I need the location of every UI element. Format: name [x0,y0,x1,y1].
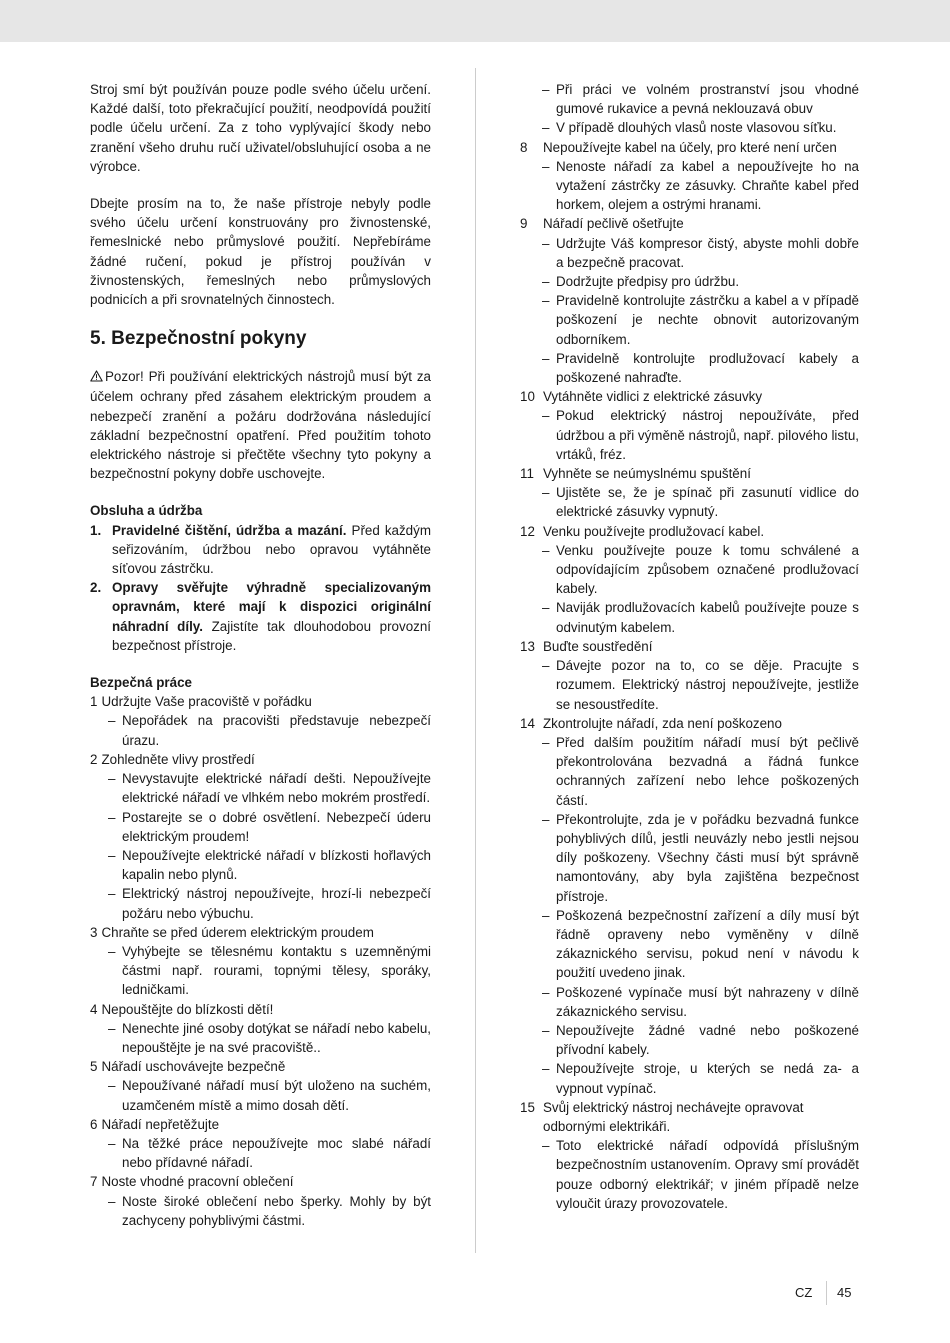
sub-item-text: Nevystavujte elektrické nářadí dešti. Nepoužívejte elektrické nářadí ve vlhkém nebo mokrém prostředí. [122,771,431,806]
dash-bullet: – [108,809,116,825]
safety-item [90,750,431,923]
sub-item [520,733,859,810]
safety-item-title: Vytáhněte vidlici z elektrické zásuvky [543,389,763,405]
sub-item [90,846,431,884]
intro-paragraph-1: Stroj smí být používán pouze podle svého účelu určení. Každé další, toto překračující použití, neodpovídá použití podle účelu určení. Za z toho vyplývající škody nebo zranění všeho druhu ručí uživatel/obsluhující osoba a ne výrobce. [90,82,431,174]
sub-item-text: Dávejte pozor na to, co se děje. Pracujte s rozumem. Elektrický nástroj nepoužívejte, jestliže se nesoustředíte. [556,658,859,712]
maintenance-item-text [112,578,431,655]
safety-item-heading [90,692,431,711]
sub-item-text: Pravidelně kontrolujte prodlužovací kabely a poškozené nahraďte. [556,350,859,386]
maintenance-item-bold: Opravy svěřujte výhradně specializovaným opravnám, které mají k dispozici originální náhradní díly. [112,580,431,634]
dash-bullet: – [542,120,550,136]
sub-item [520,1059,859,1097]
safety-item-title: Nepoužívejte kabel na účely, pro které není určen [543,139,837,155]
sub-item [520,483,859,521]
sub-item [520,983,859,1021]
safety-item-title: Nářadí uschovávejte bezpečně [101,1059,286,1075]
safety-item-number: 12 [520,523,535,539]
sub-item [520,1021,859,1059]
sub-item [520,349,859,387]
top-band [0,0,950,42]
sub-item-text: Pravidelně kontrolujte zástrčku a kabel a v případě poškození je nechte obnovit autorizovaným odborníkem. [556,293,859,347]
maintenance-item-number: 1. [90,522,102,538]
safety-item-title: Zohledněte vlivy prostředí [101,751,255,767]
sub-item [520,541,859,599]
safety-item-number: 15 [520,1099,535,1115]
sub-item [90,769,431,807]
safety-item [520,522,859,637]
safety-item-heading [520,387,859,406]
safety-item-number: 9 [520,216,528,232]
safety-item-title: Udržujte Vaše pracoviště v pořádku [101,694,312,710]
safe-work-heading: Bezpečná práce [90,675,192,691]
dash-bullet: – [542,542,550,558]
dash-bullet: – [542,408,550,424]
warning-paragraph [90,367,431,483]
sub-item-text: Poškozené vypínače musí být nahrazeny v dílně zákaznického servisu. [556,984,859,1019]
dash-bullet: – [108,847,116,863]
dash-bullet: – [108,771,116,787]
safety-item-number: 3 [90,924,98,940]
safety-item-title: Zkontrolujte nářadí, zda není poškozeno [543,715,782,731]
sub-item-text: Postarejte se o dobré osvětlení. Nebezpečí úderu elektrickým proudem! [122,809,431,844]
continued-subitems [520,80,859,138]
safety-item-number: 2 [90,751,98,767]
safety-item [520,464,859,522]
sub-item-text: Nepořádek na pracovišti představuje nebezpečí úrazu. [122,713,431,748]
safety-item-heading [520,464,859,483]
safety-item-heading [520,522,859,541]
safety-item-title: Nářadí pečlivě ošetřujte [543,216,684,232]
sub-item-text: Elektrický nástroj nepoužívejte, hrozí-li nebezpečí požáru nebo výbuchu. [122,886,431,921]
intro-paragraph-2: Dbejte prosím na to, že naše přístroje nebyly podle svého účelu určení konstruovány pro živnostenské, řemeslnické nebo průmyslové použití. Nepřebíráme žádné ručení, pokud je přístroj používán v živnostenských, řemeslných nebo průmyslových podnicích a při srovnatelných činnostech. [90,196,431,308]
safety-item-title: Nepouštějte do blízkosti dětí! [101,1001,274,1017]
sub-item-text: Nenechte jiné osoby dotýkat se nářadí nebo kabelu, nepouštějte je na své pracoviště.. [122,1020,431,1055]
dash-bullet: – [542,1138,550,1154]
dash-bullet: – [108,943,116,959]
safety-item [90,692,431,750]
language-code: CZ [795,1285,813,1300]
dash-bullet: – [108,1020,116,1036]
maintenance-list [90,521,431,655]
safety-item-heading [90,923,431,942]
dash-bullet: – [542,984,550,1000]
maintenance-item [90,578,431,655]
dash-bullet: – [542,1061,550,1077]
safety-item-title: Venku používejte prodlužovací kabel. [543,523,765,539]
safety-item-number: 5 [90,1059,98,1075]
dash-bullet: – [542,485,550,501]
sub-item [90,942,431,1000]
sub-item-text: Na těžké práce nepoužívejte moc slabé nářadí nebo přídavné nářadí. [122,1135,431,1171]
dash-bullet: – [542,293,550,309]
safety-item [90,1000,431,1058]
dash-bullet: – [542,1022,550,1038]
dash-bullet: – [542,274,550,290]
safety-item-number: 13 [520,638,535,654]
sub-item [90,711,431,749]
sub-item-text: Překontrolujte, zda je v pořádku bezvadná funkce pohyblivých dílů, jestli neuvázly nebo jestli nejsou díly poškozeny. Všechny části musí být správně namontovány, aby byla zajištěna bezpečnost přístroje. [556,811,859,904]
safety-item-heading [520,637,859,656]
sub-item [520,810,859,906]
dash-bullet: – [542,235,550,251]
dash-bullet: – [542,350,550,366]
safety-item-title: Noste vhodné pracovní oblečení [101,1174,294,1190]
maintenance-item [90,521,431,579]
sub-item-text: Pokud elektrický nástroj nepoužíváte, před údržbou a při výměně nástrojů, např. pilového listu, vrtáků, fréz. [556,408,859,462]
sub-item-text: Nepoužívejte stroje, u kterých se nedá za- a vypnout vypínač. [556,1061,859,1096]
warning-text: Pozor! Při používání elektrických nástrojů musí být za účelem ochrany před zásahem elektrickým proudem a nebezpečí zranění a požáru dodržována následující základní bezpečnostní opatření. Před použitím tohoto elektrického nástroje si přečtěte všechny tyto pokyny a bezpečnostní pokyny dobře uschovejte. [90,369,431,482]
safety-item-heading [520,138,859,157]
dash-bullet: – [542,600,550,616]
warning-icon [90,368,105,387]
safety-item-number: 7 [90,1174,98,1190]
safety-item-title: Vyhněte se neúmyslnému spuštění [543,466,751,482]
safety-item [520,214,859,387]
dash-bullet: – [542,158,550,174]
sub-item [520,906,859,983]
safety-item-number: 4 [90,1001,98,1017]
safety-item-heading [90,1057,431,1076]
sub-item [90,1076,431,1114]
safety-item-title: Nářadí nepřetěžujte [101,1116,220,1132]
page-number: 45 [837,1285,852,1300]
sub-item-text: Vyhýbejte se tělesnému kontaktu s uzemněnými částmi např. rourami, topnými tělesy, sporáky, ledničkami. [122,943,431,998]
safety-item-number: 8 [520,139,528,155]
sub-item-text: Ujistěte se, že je spínač při zasunutí vidlice do elektrické zásuvky vypnutý. [556,485,859,520]
sub-item-text: Nepoužívejte žádné vadné nebo poškozené přívodní kabely. [556,1022,859,1058]
dash-bullet: – [108,886,116,902]
sub-item [520,1136,859,1213]
dash-bullet: – [542,82,550,97]
sub-item-text: Nenoste nářadí za kabel a nepoužívejte ho na vytažení zástrčky ze zásuvky. Chraňte kabel před horkem, olejem a ostrými hranami. [556,158,859,213]
sub-item-text: Venku používejte pouze k tomu schválené a odpovídajícím způsobem označené prodlužovací kabely. [556,542,859,597]
dash-bullet: – [108,1193,116,1209]
sub-item [90,1134,431,1172]
sub-item-text: Před dalším použitím nářadí musí být pečlivě překontrolována bezvadná a řádná funkce ochranných zařízení nebo lehce poškozených částí. [556,734,859,808]
section-title: 5. Bezpečnostní pokyny [90,328,307,350]
safety-item [90,1115,431,1173]
sub-item [90,808,431,846]
safety-item-heading [90,1172,431,1191]
safety-item-heading [90,750,431,769]
safety-item-title: Svůj elektrický nástroj nechávejte opravovat odbornými elektrikáři. [543,1099,804,1134]
safety-item [520,138,859,215]
sub-item-text: Naviják prodlužovacích kabelů používejte pouze s odvinutým kabelem. [556,600,859,635]
sub-item [520,406,859,464]
right-column [520,80,859,1213]
sub-item-text: Udržujte Váš kompresor čistý, abyste mohli dobře a bezpečně pracovat. [556,235,859,270]
safety-item-heading [520,714,859,733]
sub-item [520,118,859,137]
safety-item-heading [520,1098,859,1136]
safety-item [520,637,859,714]
maintenance-item-body: Před každým seřizováním, údržbou nebo opravou vytáhněte síťovou zástrčku. [112,522,431,577]
sub-item-text: Nepoužívané nářadí musí být uloženo na suchém, uzamčeném místě a mimo dosah dětí. [122,1078,431,1113]
dash-bullet: – [108,1078,116,1094]
safety-item-heading [520,214,859,233]
safety-item [90,923,431,1000]
safety-item-number: 11 [520,466,534,482]
sub-item [520,598,859,636]
sub-item [520,157,859,215]
dash-bullet: – [542,907,550,923]
safety-item [520,387,859,464]
maintenance-item-text [112,521,431,579]
sub-item [90,884,431,922]
safety-item [520,1098,859,1213]
safety-item [90,1057,431,1115]
maintenance-heading: Obsluha a údržba [90,503,203,519]
sub-item-text: V případě dlouhých vlasů noste vlasovou síťku. [556,120,837,136]
sub-item [90,1192,431,1230]
dash-bullet: – [108,1135,116,1151]
left-column [90,80,431,1230]
safety-item-number: 6 [90,1116,98,1132]
safety-item-heading [90,1000,431,1019]
safety-item-number: 1 [90,694,98,710]
safety-item-title: Chraňte se před úderem elektrickým proudem [101,924,374,940]
sub-item-text: Noste široké oblečení nebo šperky. Mohly by být zachyceny pohyblivými částmi. [122,1193,431,1228]
sub-item [520,272,859,291]
safety-item [90,1172,431,1230]
sub-item [520,291,859,349]
safety-item-number: 14 [520,715,535,731]
sub-item [90,1019,431,1057]
safety-item-title: Buďte soustředění [543,638,653,654]
safety-item-heading [90,1115,431,1134]
maintenance-item-number: 2. [90,580,102,596]
sub-item-text: Dodržujte předpisy pro údržbu. [556,274,740,290]
safe-work-list [90,692,431,1230]
sub-item-text: Toto elektrické nářadí odpovídá příslušným bezpečnostním ustanovením. Opravy smí provádět pouze odborný elektrikář; v jiném případě nelze vyloučit úrazy provozovatele. [556,1138,859,1211]
page-footer [0,1283,950,1303]
dash-bullet: – [542,734,550,750]
footer-separator [826,1281,827,1305]
safety-item-number: 10 [520,389,535,405]
sub-item [520,234,859,272]
safety-item [520,714,859,1098]
sub-item [520,80,859,118]
sub-item-text: Nepoužívejte elektrické nářadí v blízkosti hořlavých kapalin nebo plynů. [122,847,431,883]
maintenance-item-bold: Pravidelné čištění, údržba a mazání. [112,522,347,538]
safe-work-list-continued [520,138,859,1213]
dash-bullet: – [542,658,550,674]
column-divider [475,68,476,1253]
sub-item-text: Poškozená bezpečnostní zařízení a díly musí být řádně opraveny nebo vyměněny v dílně zákaznického servisu, pokud není v návodu k použití uvedeno jinak. [556,907,859,981]
dash-bullet: – [542,811,550,827]
maintenance-item-body: Zajistíte tak dlouhodobou provozní bezpečnost přístroje. [112,618,431,653]
sub-item [520,656,859,714]
sub-item-text: Při práci ve volném prostranství jsou vhodné gumové rukavice a pevná neklouzavá obuv [556,82,859,117]
dash-bullet: – [108,713,116,729]
